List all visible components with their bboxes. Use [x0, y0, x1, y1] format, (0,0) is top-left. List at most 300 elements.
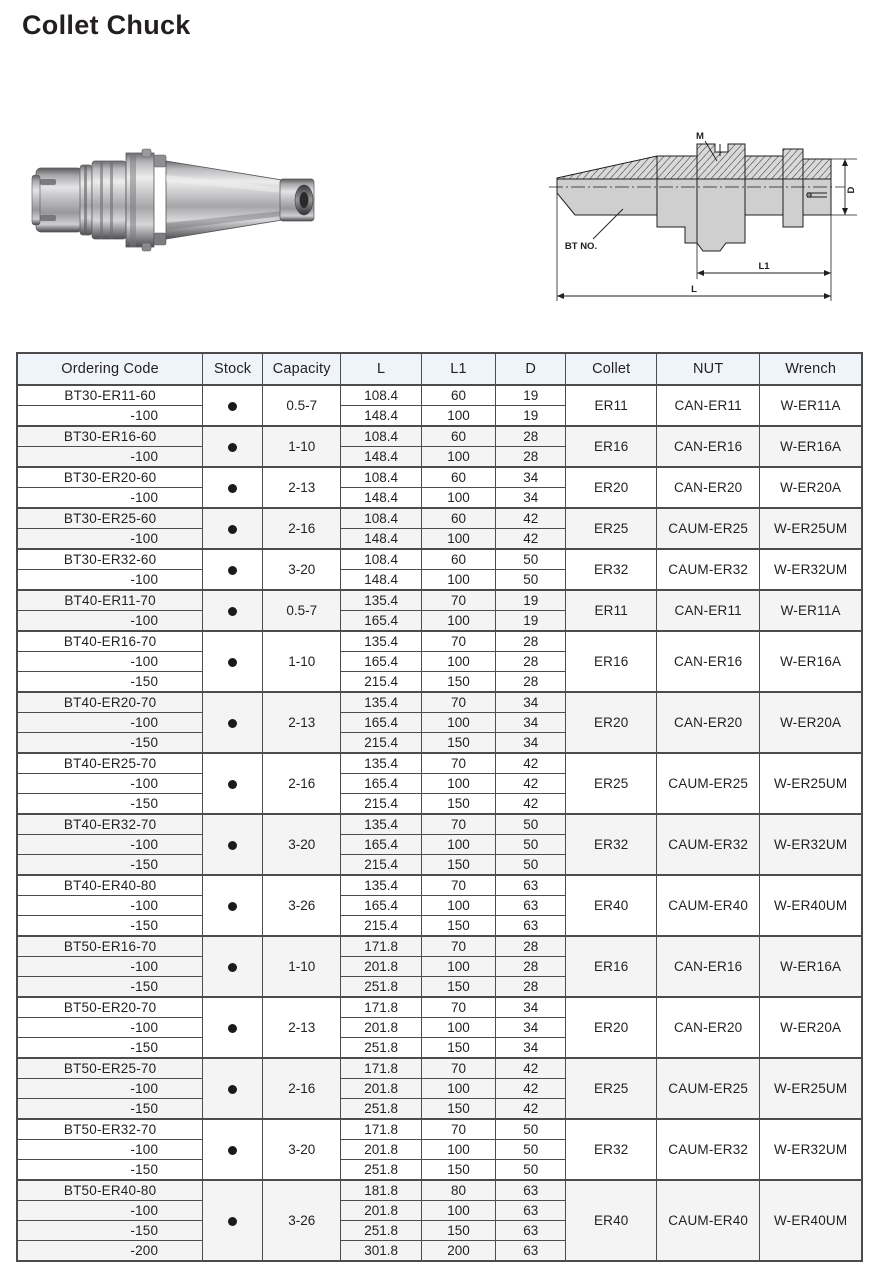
cell-collet: ER16 — [566, 631, 657, 692]
cell-ordering-code: -100 — [17, 529, 203, 550]
column-header-collet: Collet — [566, 353, 657, 385]
cell-collet: ER20 — [566, 467, 657, 508]
cell-wrench: W-ER40UM — [760, 875, 862, 936]
cell-capacity: 0.5-7 — [263, 590, 341, 631]
column-header-stock: Stock — [203, 353, 263, 385]
cell-length-l: 148.4 — [341, 406, 421, 427]
cell-length-l: 165.4 — [341, 713, 421, 733]
cell-capacity: 2-13 — [263, 997, 341, 1058]
cell-capacity: 3-26 — [263, 875, 341, 936]
cell-ordering-code: BT50-ER25-70 — [17, 1058, 203, 1079]
cell-stock — [203, 508, 263, 549]
cell-length-l: 135.4 — [341, 631, 421, 652]
cell-length-l1: 60 — [421, 549, 495, 570]
table-row — [17, 631, 862, 652]
cell-length-l1: 150 — [421, 733, 495, 754]
cell-length-l: 135.4 — [341, 875, 421, 896]
cell-length-l1: 100 — [421, 447, 495, 468]
cell-collet: ER20 — [566, 997, 657, 1058]
cell-length-l: 251.8 — [341, 1221, 421, 1241]
cell-nut: CAUM-ER40 — [657, 1180, 760, 1261]
column-header-L1: L1 — [421, 353, 495, 385]
column-header-capacity: Capacity — [263, 353, 341, 385]
cell-length-l1: 70 — [421, 814, 495, 835]
cell-length-l1: 70 — [421, 753, 495, 774]
table-row — [17, 997, 862, 1018]
cell-length-l1: 70 — [421, 1058, 495, 1079]
cell-diameter-d: 34 — [496, 467, 566, 488]
cell-stock — [203, 426, 263, 467]
cell-diameter-d: 19 — [496, 611, 566, 632]
cell-length-l1: 150 — [421, 855, 495, 876]
cell-diameter-d: 42 — [496, 1058, 566, 1079]
column-header-code: Ordering Code — [17, 353, 203, 385]
cell-length-l1: 200 — [421, 1241, 495, 1262]
cell-capacity: 0.5-7 — [263, 385, 341, 426]
cell-ordering-code: -100 — [17, 1079, 203, 1099]
cell-ordering-code: BT40-ER16-70 — [17, 631, 203, 652]
cell-diameter-d: 28 — [496, 936, 566, 957]
cell-collet: ER25 — [566, 508, 657, 549]
cell-wrench: W-ER25UM — [760, 508, 862, 549]
cell-ordering-code: -150 — [17, 1099, 203, 1120]
cell-length-l: 215.4 — [341, 916, 421, 937]
cell-length-l1: 150 — [421, 1221, 495, 1241]
cell-length-l: 148.4 — [341, 529, 421, 550]
cell-diameter-d: 28 — [496, 631, 566, 652]
stock-dot-icon — [228, 443, 237, 452]
cell-ordering-code: -100 — [17, 713, 203, 733]
table-row — [17, 426, 862, 447]
cell-length-l: 108.4 — [341, 508, 421, 529]
cell-length-l1: 100 — [421, 713, 495, 733]
cell-ordering-code: -100 — [17, 447, 203, 468]
cell-stock — [203, 590, 263, 631]
cell-ordering-code: -100 — [17, 957, 203, 977]
cell-diameter-d: 28 — [496, 977, 566, 998]
cell-length-l: 251.8 — [341, 1099, 421, 1120]
drawing-label-taper: BT NO. — [564, 241, 598, 252]
cell-ordering-code: BT40-ER40-80 — [17, 875, 203, 896]
cell-wrench: W-ER25UM — [760, 1058, 862, 1119]
cell-diameter-d: 50 — [496, 1160, 566, 1181]
cell-diameter-d: 50 — [496, 549, 566, 570]
column-header-nut: NUT — [657, 353, 760, 385]
table-row — [17, 1180, 862, 1201]
cell-stock — [203, 1180, 263, 1261]
cell-diameter-d: 42 — [496, 794, 566, 815]
cell-length-l1: 100 — [421, 488, 495, 509]
stock-dot-icon — [228, 1217, 237, 1226]
drawing-label-thread: M — [696, 131, 704, 142]
cell-length-l: 171.8 — [341, 1058, 421, 1079]
cell-length-l: 171.8 — [341, 997, 421, 1018]
drawing-label-l: L — [691, 284, 697, 295]
cell-stock — [203, 631, 263, 692]
cell-length-l: 201.8 — [341, 957, 421, 977]
specification-table — [16, 352, 863, 1262]
cell-diameter-d: 42 — [496, 774, 566, 794]
cell-capacity: 2-16 — [263, 508, 341, 549]
cell-collet: ER11 — [566, 590, 657, 631]
table-row — [17, 549, 862, 570]
cell-length-l1: 70 — [421, 631, 495, 652]
stock-dot-icon — [228, 566, 237, 575]
cell-diameter-d: 50 — [496, 1140, 566, 1160]
cell-stock — [203, 753, 263, 814]
cell-nut: CAN-ER16 — [657, 631, 760, 692]
cell-length-l1: 100 — [421, 835, 495, 855]
cell-stock — [203, 1119, 263, 1180]
table-row — [17, 814, 862, 835]
table-row — [17, 467, 862, 488]
cell-ordering-code: BT40-ER11-70 — [17, 590, 203, 611]
cell-diameter-d: 34 — [496, 997, 566, 1018]
cell-length-l1: 150 — [421, 1038, 495, 1059]
cell-diameter-d: 42 — [496, 753, 566, 774]
cell-length-l1: 150 — [421, 794, 495, 815]
stock-dot-icon — [228, 658, 237, 667]
cell-length-l1: 70 — [421, 1119, 495, 1140]
cell-wrench: W-ER16A — [760, 631, 862, 692]
column-header-wrench: Wrench — [760, 353, 862, 385]
cell-capacity: 3-20 — [263, 1119, 341, 1180]
drawing-label-l1: L1 — [758, 261, 770, 272]
cell-capacity: 2-13 — [263, 467, 341, 508]
cell-ordering-code: BT30-ER20-60 — [17, 467, 203, 488]
cell-ordering-code: -150 — [17, 1221, 203, 1241]
cell-length-l1: 100 — [421, 406, 495, 427]
cell-length-l1: 70 — [421, 692, 495, 713]
cell-stock — [203, 997, 263, 1058]
cell-ordering-code: BT50-ER16-70 — [17, 936, 203, 957]
cell-collet: ER32 — [566, 814, 657, 875]
cell-ordering-code: BT30-ER32-60 — [17, 549, 203, 570]
cell-ordering-code: -150 — [17, 1160, 203, 1181]
cell-collet: ER16 — [566, 936, 657, 997]
cell-length-l1: 100 — [421, 611, 495, 632]
cell-capacity: 2-13 — [263, 692, 341, 753]
cell-ordering-code: BT50-ER32-70 — [17, 1119, 203, 1140]
table-row — [17, 936, 862, 957]
cell-ordering-code: BT40-ER25-70 — [17, 753, 203, 774]
cell-stock — [203, 549, 263, 590]
cell-length-l: 165.4 — [341, 774, 421, 794]
cell-length-l: 301.8 — [341, 1241, 421, 1262]
cell-wrench: W-ER16A — [760, 426, 862, 467]
cell-length-l: 165.4 — [341, 896, 421, 916]
cell-stock — [203, 385, 263, 426]
cell-ordering-code: -100 — [17, 774, 203, 794]
cell-length-l1: 60 — [421, 508, 495, 529]
cell-length-l: 165.4 — [341, 835, 421, 855]
cell-length-l: 215.4 — [341, 733, 421, 754]
table-row — [17, 692, 862, 713]
cell-capacity: 3-20 — [263, 549, 341, 590]
cell-collet: ER25 — [566, 753, 657, 814]
table-row — [17, 875, 862, 896]
cell-nut: CAUM-ER25 — [657, 1058, 760, 1119]
cell-length-l1: 150 — [421, 672, 495, 693]
stock-dot-icon — [228, 1024, 237, 1033]
cell-ordering-code: -100 — [17, 1018, 203, 1038]
cell-length-l: 108.4 — [341, 549, 421, 570]
table-row — [17, 508, 862, 529]
cell-collet: ER32 — [566, 549, 657, 590]
cell-diameter-d: 28 — [496, 672, 566, 693]
cell-diameter-d: 34 — [496, 1018, 566, 1038]
product-media-band — [0, 115, 871, 330]
stock-dot-icon — [228, 1085, 237, 1094]
stock-dot-icon — [228, 607, 237, 616]
cell-length-l: 165.4 — [341, 652, 421, 672]
cell-length-l: 215.4 — [341, 672, 421, 693]
cell-collet: ER16 — [566, 426, 657, 467]
cell-nut: CAUM-ER32 — [657, 549, 760, 590]
table-row — [17, 385, 862, 406]
stock-dot-icon — [228, 525, 237, 534]
cell-nut: CAN-ER16 — [657, 936, 760, 997]
cell-collet: ER32 — [566, 1119, 657, 1180]
cell-length-l: 135.4 — [341, 814, 421, 835]
cell-nut: CAUM-ER25 — [657, 753, 760, 814]
cell-length-l: 108.4 — [341, 385, 421, 406]
cell-length-l: 201.8 — [341, 1201, 421, 1221]
cell-length-l1: 150 — [421, 1160, 495, 1181]
column-header-L: L — [341, 353, 421, 385]
cell-wrench: W-ER25UM — [760, 753, 862, 814]
cell-length-l1: 150 — [421, 916, 495, 937]
cell-nut: CAUM-ER32 — [657, 1119, 760, 1180]
cell-diameter-d: 50 — [496, 855, 566, 876]
cell-diameter-d: 19 — [496, 385, 566, 406]
cell-ordering-code: -100 — [17, 1140, 203, 1160]
cell-wrench: W-ER11A — [760, 385, 862, 426]
cell-length-l1: 70 — [421, 590, 495, 611]
cell-capacity: 1-10 — [263, 426, 341, 467]
cell-diameter-d: 63 — [496, 1241, 566, 1262]
cell-nut: CAN-ER20 — [657, 467, 760, 508]
stock-dot-icon — [228, 780, 237, 789]
cell-length-l1: 100 — [421, 652, 495, 672]
cell-nut: CAUM-ER40 — [657, 875, 760, 936]
cell-ordering-code: -100 — [17, 652, 203, 672]
cell-length-l1: 60 — [421, 385, 495, 406]
cell-length-l: 251.8 — [341, 1160, 421, 1181]
cell-length-l1: 100 — [421, 570, 495, 591]
cell-length-l1: 100 — [421, 1140, 495, 1160]
specification-table-container — [16, 352, 863, 1262]
cell-diameter-d: 63 — [496, 1180, 566, 1201]
cell-wrench: W-ER32UM — [760, 549, 862, 590]
stock-dot-icon — [228, 719, 237, 728]
cell-ordering-code: -150 — [17, 794, 203, 815]
cell-length-l1: 100 — [421, 1079, 495, 1099]
cell-wrench: W-ER16A — [760, 936, 862, 997]
cell-nut: CAN-ER11 — [657, 385, 760, 426]
cell-diameter-d: 50 — [496, 835, 566, 855]
cell-diameter-d: 34 — [496, 488, 566, 509]
cell-collet: ER20 — [566, 692, 657, 753]
cell-diameter-d: 28 — [496, 447, 566, 468]
cell-collet: ER25 — [566, 1058, 657, 1119]
cell-capacity: 1-10 — [263, 936, 341, 997]
cell-wrench: W-ER11A — [760, 590, 862, 631]
stock-dot-icon — [228, 484, 237, 493]
cell-ordering-code: -150 — [17, 1038, 203, 1059]
cell-ordering-code: BT40-ER32-70 — [17, 814, 203, 835]
cell-ordering-code: BT30-ER16-60 — [17, 426, 203, 447]
cell-diameter-d: 50 — [496, 570, 566, 591]
cell-length-l1: 100 — [421, 1018, 495, 1038]
cell-length-l: 215.4 — [341, 794, 421, 815]
cell-ordering-code: -150 — [17, 733, 203, 754]
cell-ordering-code: -100 — [17, 835, 203, 855]
cell-diameter-d: 28 — [496, 426, 566, 447]
cell-ordering-code: BT40-ER20-70 — [17, 692, 203, 713]
cell-capacity: 2-16 — [263, 753, 341, 814]
cell-length-l: 201.8 — [341, 1079, 421, 1099]
cell-length-l: 148.4 — [341, 488, 421, 509]
cell-wrench: W-ER40UM — [760, 1180, 862, 1261]
cell-length-l1: 100 — [421, 896, 495, 916]
cell-diameter-d: 34 — [496, 733, 566, 754]
cell-diameter-d: 50 — [496, 814, 566, 835]
cell-diameter-d: 42 — [496, 508, 566, 529]
cell-nut: CAN-ER16 — [657, 426, 760, 467]
cell-length-l1: 150 — [421, 1099, 495, 1120]
cell-collet: ER11 — [566, 385, 657, 426]
cell-ordering-code: -100 — [17, 488, 203, 509]
cell-length-l1: 70 — [421, 997, 495, 1018]
cell-wrench: W-ER20A — [760, 467, 862, 508]
cell-length-l1: 80 — [421, 1180, 495, 1201]
cell-stock — [203, 467, 263, 508]
cell-nut: CAUM-ER25 — [657, 508, 760, 549]
cell-diameter-d: 63 — [496, 875, 566, 896]
cell-ordering-code: BT30-ER11-60 — [17, 385, 203, 406]
cell-ordering-code: -150 — [17, 977, 203, 998]
cell-capacity: 1-10 — [263, 631, 341, 692]
table-row — [17, 1119, 862, 1140]
cell-nut: CAN-ER20 — [657, 997, 760, 1058]
cell-diameter-d: 34 — [496, 692, 566, 713]
cell-length-l1: 60 — [421, 467, 495, 488]
cell-ordering-code: -100 — [17, 570, 203, 591]
cell-diameter-d: 63 — [496, 1201, 566, 1221]
cell-length-l: 171.8 — [341, 936, 421, 957]
cell-diameter-d: 19 — [496, 406, 566, 427]
cell-diameter-d: 42 — [496, 1099, 566, 1120]
cell-ordering-code: BT50-ER20-70 — [17, 997, 203, 1018]
cell-ordering-code: -150 — [17, 672, 203, 693]
cell-length-l: 135.4 — [341, 753, 421, 774]
stock-dot-icon — [228, 902, 237, 911]
cell-ordering-code: -150 — [17, 855, 203, 876]
cell-stock — [203, 875, 263, 936]
stock-dot-icon — [228, 841, 237, 850]
cell-ordering-code: -150 — [17, 916, 203, 937]
cell-length-l: 148.4 — [341, 447, 421, 468]
collet-chuck-dimension-drawing — [545, 131, 870, 306]
cell-length-l1: 60 — [421, 426, 495, 447]
cell-length-l1: 70 — [421, 936, 495, 957]
cell-stock — [203, 936, 263, 997]
cell-diameter-d: 63 — [496, 916, 566, 937]
table-row — [17, 753, 862, 774]
cell-diameter-d: 63 — [496, 896, 566, 916]
cell-diameter-d: 28 — [496, 957, 566, 977]
cell-capacity: 3-20 — [263, 814, 341, 875]
collet-chuck-photo — [14, 135, 334, 265]
drawing-label-d: D — [846, 186, 857, 194]
cell-length-l: 135.4 — [341, 692, 421, 713]
cell-length-l1: 100 — [421, 957, 495, 977]
cell-length-l: 148.4 — [341, 570, 421, 591]
cell-ordering-code: BT30-ER25-60 — [17, 508, 203, 529]
cell-diameter-d: 34 — [496, 1038, 566, 1059]
cell-wrench: W-ER32UM — [760, 1119, 862, 1180]
cell-nut: CAN-ER20 — [657, 692, 760, 753]
cell-diameter-d: 63 — [496, 1221, 566, 1241]
cell-capacity: 3-26 — [263, 1180, 341, 1261]
cell-diameter-d: 34 — [496, 713, 566, 733]
cell-length-l: 108.4 — [341, 426, 421, 447]
cell-length-l1: 100 — [421, 529, 495, 550]
cell-diameter-d: 42 — [496, 529, 566, 550]
table-header-row — [17, 353, 862, 385]
cell-capacity: 2-16 — [263, 1058, 341, 1119]
cell-stock — [203, 692, 263, 753]
column-header-D: D — [496, 353, 566, 385]
cell-length-l: 108.4 — [341, 467, 421, 488]
cell-ordering-code: -100 — [17, 611, 203, 632]
cell-stock — [203, 1058, 263, 1119]
stock-dot-icon — [228, 1146, 237, 1155]
table-row — [17, 590, 862, 611]
cell-length-l1: 70 — [421, 875, 495, 896]
cell-length-l: 201.8 — [341, 1018, 421, 1038]
cell-length-l1: 150 — [421, 977, 495, 998]
cell-length-l: 181.8 — [341, 1180, 421, 1201]
cell-wrench: W-ER20A — [760, 692, 862, 753]
cell-length-l: 165.4 — [341, 611, 421, 632]
cell-ordering-code: -100 — [17, 406, 203, 427]
cell-ordering-code: BT50-ER40-80 — [17, 1180, 203, 1201]
cell-length-l: 251.8 — [341, 1038, 421, 1059]
cell-length-l1: 100 — [421, 1201, 495, 1221]
cell-wrench: W-ER32UM — [760, 814, 862, 875]
cell-nut: CAN-ER11 — [657, 590, 760, 631]
cell-diameter-d: 28 — [496, 652, 566, 672]
cell-length-l: 201.8 — [341, 1140, 421, 1160]
cell-ordering-code: -200 — [17, 1241, 203, 1262]
cell-nut: CAUM-ER32 — [657, 814, 760, 875]
cell-ordering-code: -100 — [17, 1201, 203, 1221]
cell-length-l: 215.4 — [341, 855, 421, 876]
cell-length-l1: 100 — [421, 774, 495, 794]
stock-dot-icon — [228, 963, 237, 972]
cell-diameter-d: 50 — [496, 1119, 566, 1140]
cell-diameter-d: 42 — [496, 1079, 566, 1099]
cell-length-l: 251.8 — [341, 977, 421, 998]
page-title: Collet Chuck — [22, 10, 191, 40]
cell-length-l: 171.8 — [341, 1119, 421, 1140]
cell-collet: ER40 — [566, 875, 657, 936]
stock-dot-icon — [228, 402, 237, 411]
table-row — [17, 1058, 862, 1079]
cell-wrench: W-ER20A — [760, 997, 862, 1058]
